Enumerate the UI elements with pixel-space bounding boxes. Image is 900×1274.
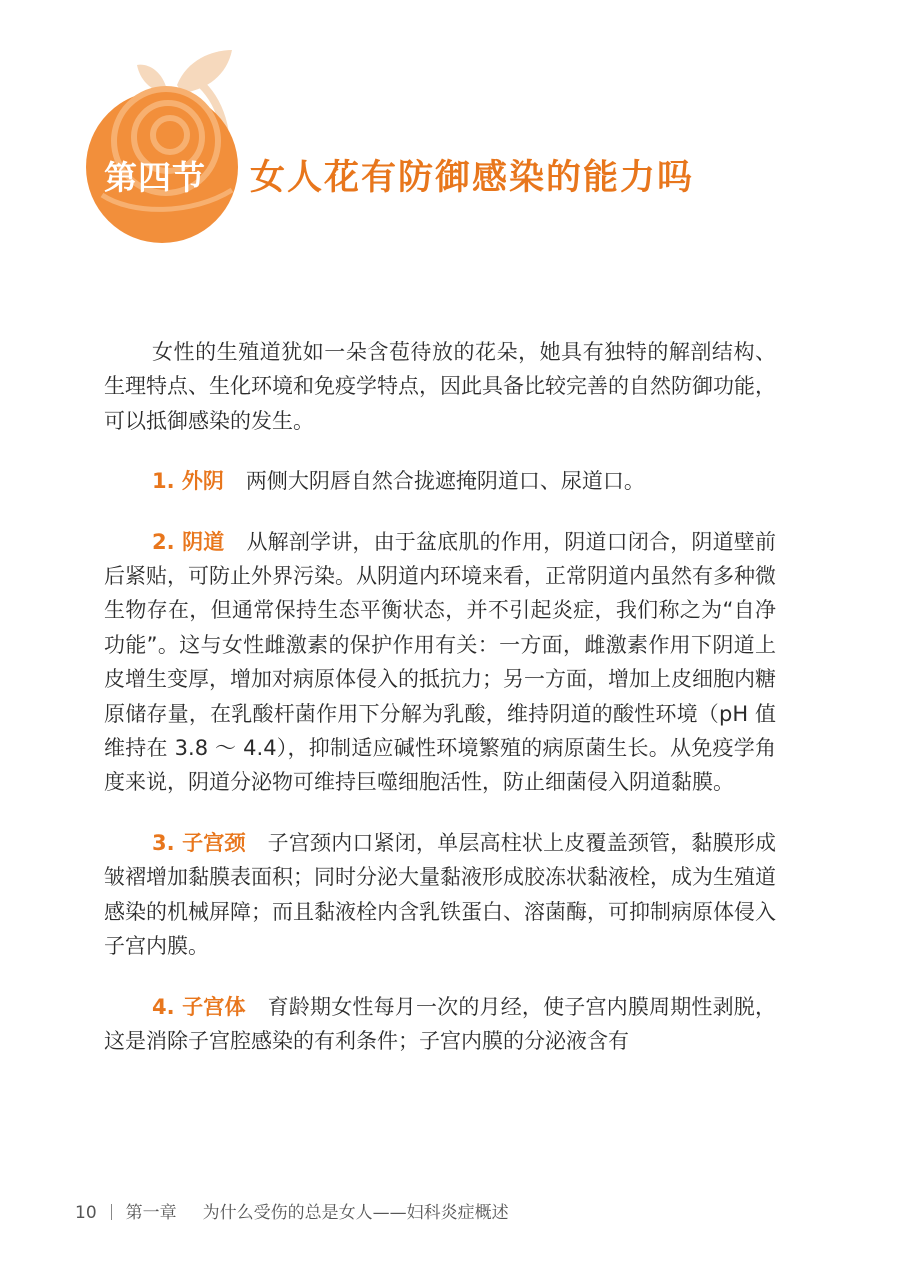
orange-flower-emblem: [82, 45, 252, 245]
paragraph-vulva: [104, 464, 776, 498]
paragraph-text: 子宫颈内口紧闭，单层高柱状上皮覆盖颈管，黏膜形成皱褶增加黏膜表面积；同时分泌大量黏液形成胶冻状黏液栓，成为生殖道感染的机械屏障；而且黏液栓内含乳铁蛋白、溶菌酶，可抑制病原体侵入子宫内膜。: [104, 830, 776, 959]
body-text: [104, 335, 776, 1084]
footer-divider: [111, 1204, 112, 1220]
chapter-label: 第一章: [125, 1203, 177, 1223]
paragraph-text: 从解剖学讲，由于盆底肌的作用，阴道口闭合，阴道壁前后紧贴，可防止外界污染。从阴道内环境来看，正常阴道内虽然有多种微生物存在，但通常保持生态平衡状态，并不引起炎症，我们称之为“自净功能”。这与女性雌激素的保护作用有关：一方面，雌激素作用下阴道上皮增生变厚，增加对病原体侵入的抵抗力；另一方面，增加上皮细胞内糖原储存量，在乳酸杆菌作用下分解为乳酸，维持阴道的酸性环境（pH 值维持在 3.8 ～ 4.4），抑制适应碱性环境繁殖的病原菌生长。从免疫学角度来说，阴道分泌物可维持巨噬细胞活性，防止细菌侵入阴道黏膜。: [104, 529, 776, 795]
page-number: 10: [75, 1203, 97, 1223]
paragraph-intro: [104, 335, 776, 438]
chapter-title: 为什么受伤的总是女人——妇科炎症概述: [202, 1203, 509, 1223]
page-footer: [75, 1198, 509, 1223]
paragraph-cervix: [104, 826, 776, 964]
paragraph-heading: 4. 子宫体: [152, 994, 246, 1019]
paragraph-text: 女性的生殖道犹如一朵含苞待放的花朵，她具有独特的解剖结构、生理特点、生化环境和免疫学特点，因此具备比较完善的自然防御功能，可以抵御感染的发生。: [104, 340, 776, 433]
section-title: 女人花有防御感染的能力吗: [250, 158, 695, 198]
paragraph-text: 育龄期女性每月一次的月经，使子宫内膜周期性剥脱，这是消除子宫腔感染的有利条件；子宫内膜的分泌液含有: [104, 994, 776, 1053]
paragraph-heading: 1. 外阴: [152, 469, 224, 494]
paragraph-heading: 2. 阴道: [152, 529, 225, 554]
paragraph-vagina: [104, 525, 776, 800]
paragraph-heading: 3. 子宫颈: [152, 830, 246, 855]
paragraph-uterus: [104, 990, 776, 1059]
section-label: 第四节: [104, 158, 206, 197]
paragraph-text: 两侧大阴唇自然合拢遮掩阴道口、尿道口。: [245, 469, 645, 494]
